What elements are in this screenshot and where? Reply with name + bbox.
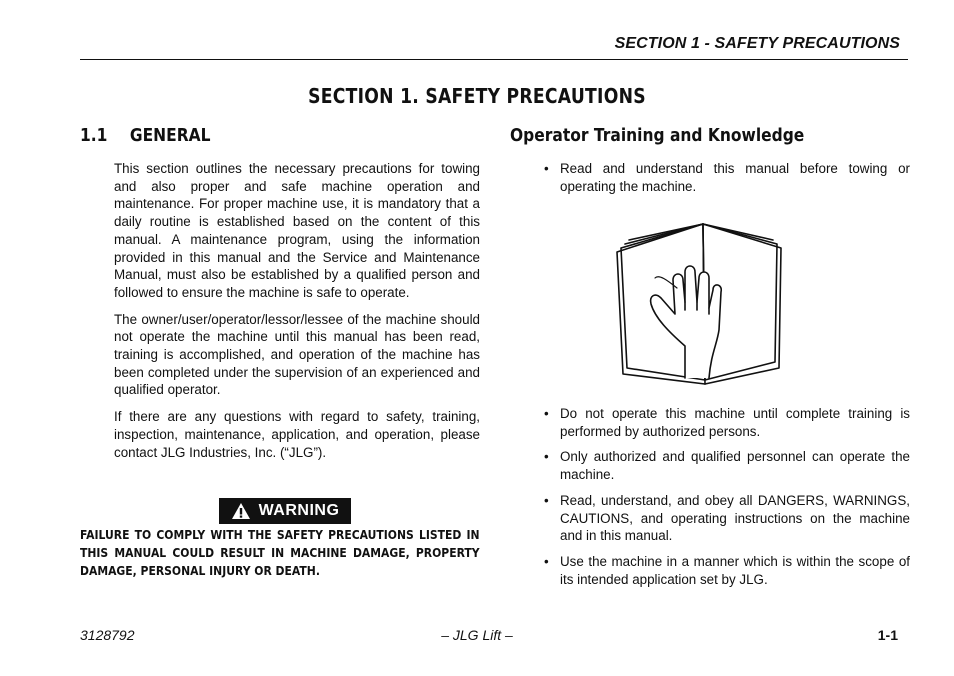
- bullet-text: Only authorized and qualified personnel can operate the machine.: [560, 449, 910, 483]
- bullet-icon: •: [544, 449, 549, 465]
- bullet-text: Use the machine in a manner which is within the scope of its intended application set by JLG.: [560, 553, 910, 587]
- bullet-icon: •: [544, 492, 549, 508]
- operator-training-heading: Operator Training and Knowledge: [510, 125, 805, 146]
- general-heading: [80, 125, 210, 146]
- bullet-icon: •: [544, 406, 549, 421]
- paragraph: If there are any questions with regard to safety, training, inspection, maintenance, application, and operation, please contact JLG Industries, Inc. (“JLG”).: [114, 409, 480, 460]
- warning-message-text: FAILURE TO COMPLY WITH THE SAFETY PRECAUTIONS LISTED IN THIS MANUAL COULD RESULT IN MACHINE DAMAGE, PROPERTY DAMAGE, PERSONAL INJURY OR DEATH.: [80, 528, 480, 578]
- warning-label: WARNING: [258, 502, 340, 519]
- footer-title: – JLG Lift –: [441, 627, 513, 643]
- list-item: [544, 405, 910, 440]
- warning-triangle-icon: [231, 502, 251, 520]
- doc-number: 3128792: [80, 627, 135, 643]
- general-body: [114, 160, 480, 470]
- running-header: SECTION 1 - SAFETY PRECAUTIONS: [614, 35, 900, 52]
- bullet-text: Do not operate this machine until complete training is performed by authorized persons.: [560, 406, 910, 439]
- paragraph: The owner/user/operator/lessor/lessee of the machine should not operate the machine until this manual has been read, training is accomplished, and operation of the machine has been completed under the supervision of an experienced and qualified operator.: [114, 311, 480, 398]
- header-rule: [80, 59, 908, 60]
- heading-number: 1.1: [80, 125, 108, 146]
- heading-text: GENERAL: [129, 125, 211, 146]
- warning-message: [80, 526, 480, 580]
- section-title: SECTION 1. SAFETY PRECAUTIONS: [308, 84, 646, 108]
- page-number: 1-1: [877, 627, 898, 643]
- warning-badge: [219, 498, 351, 524]
- list-item: [544, 160, 910, 195]
- open-manual-hand-icon: [615, 218, 783, 386]
- paragraph: This section outlines the necessary precautions for towing and also proper and safe machine operation and maintenance. For proper machine use, it is mandatory that a daily routine is established based on the content of this manual. A maintenance program, using the information provided in this manual and the Service and Maintenance Manual, must also be established by a qualified person and followed to ensure the machine is safe to operate.: [114, 161, 480, 300]
- bullet-icon: •: [544, 553, 549, 569]
- training-bullets-top: [544, 160, 910, 203]
- list-item: [544, 448, 910, 483]
- list-item: [544, 492, 910, 545]
- list-item: [544, 553, 910, 588]
- bullet-icon: •: [544, 161, 549, 176]
- bullet-text: Read, understand, and obey all DANGERS, WARNINGS, CAUTIONS, and operating instructions on the machine and in this manual.: [560, 492, 910, 544]
- bullet-text: Read and understand this manual before towing or operating the machine.: [560, 161, 910, 194]
- training-bullets-bottom: [544, 405, 910, 596]
